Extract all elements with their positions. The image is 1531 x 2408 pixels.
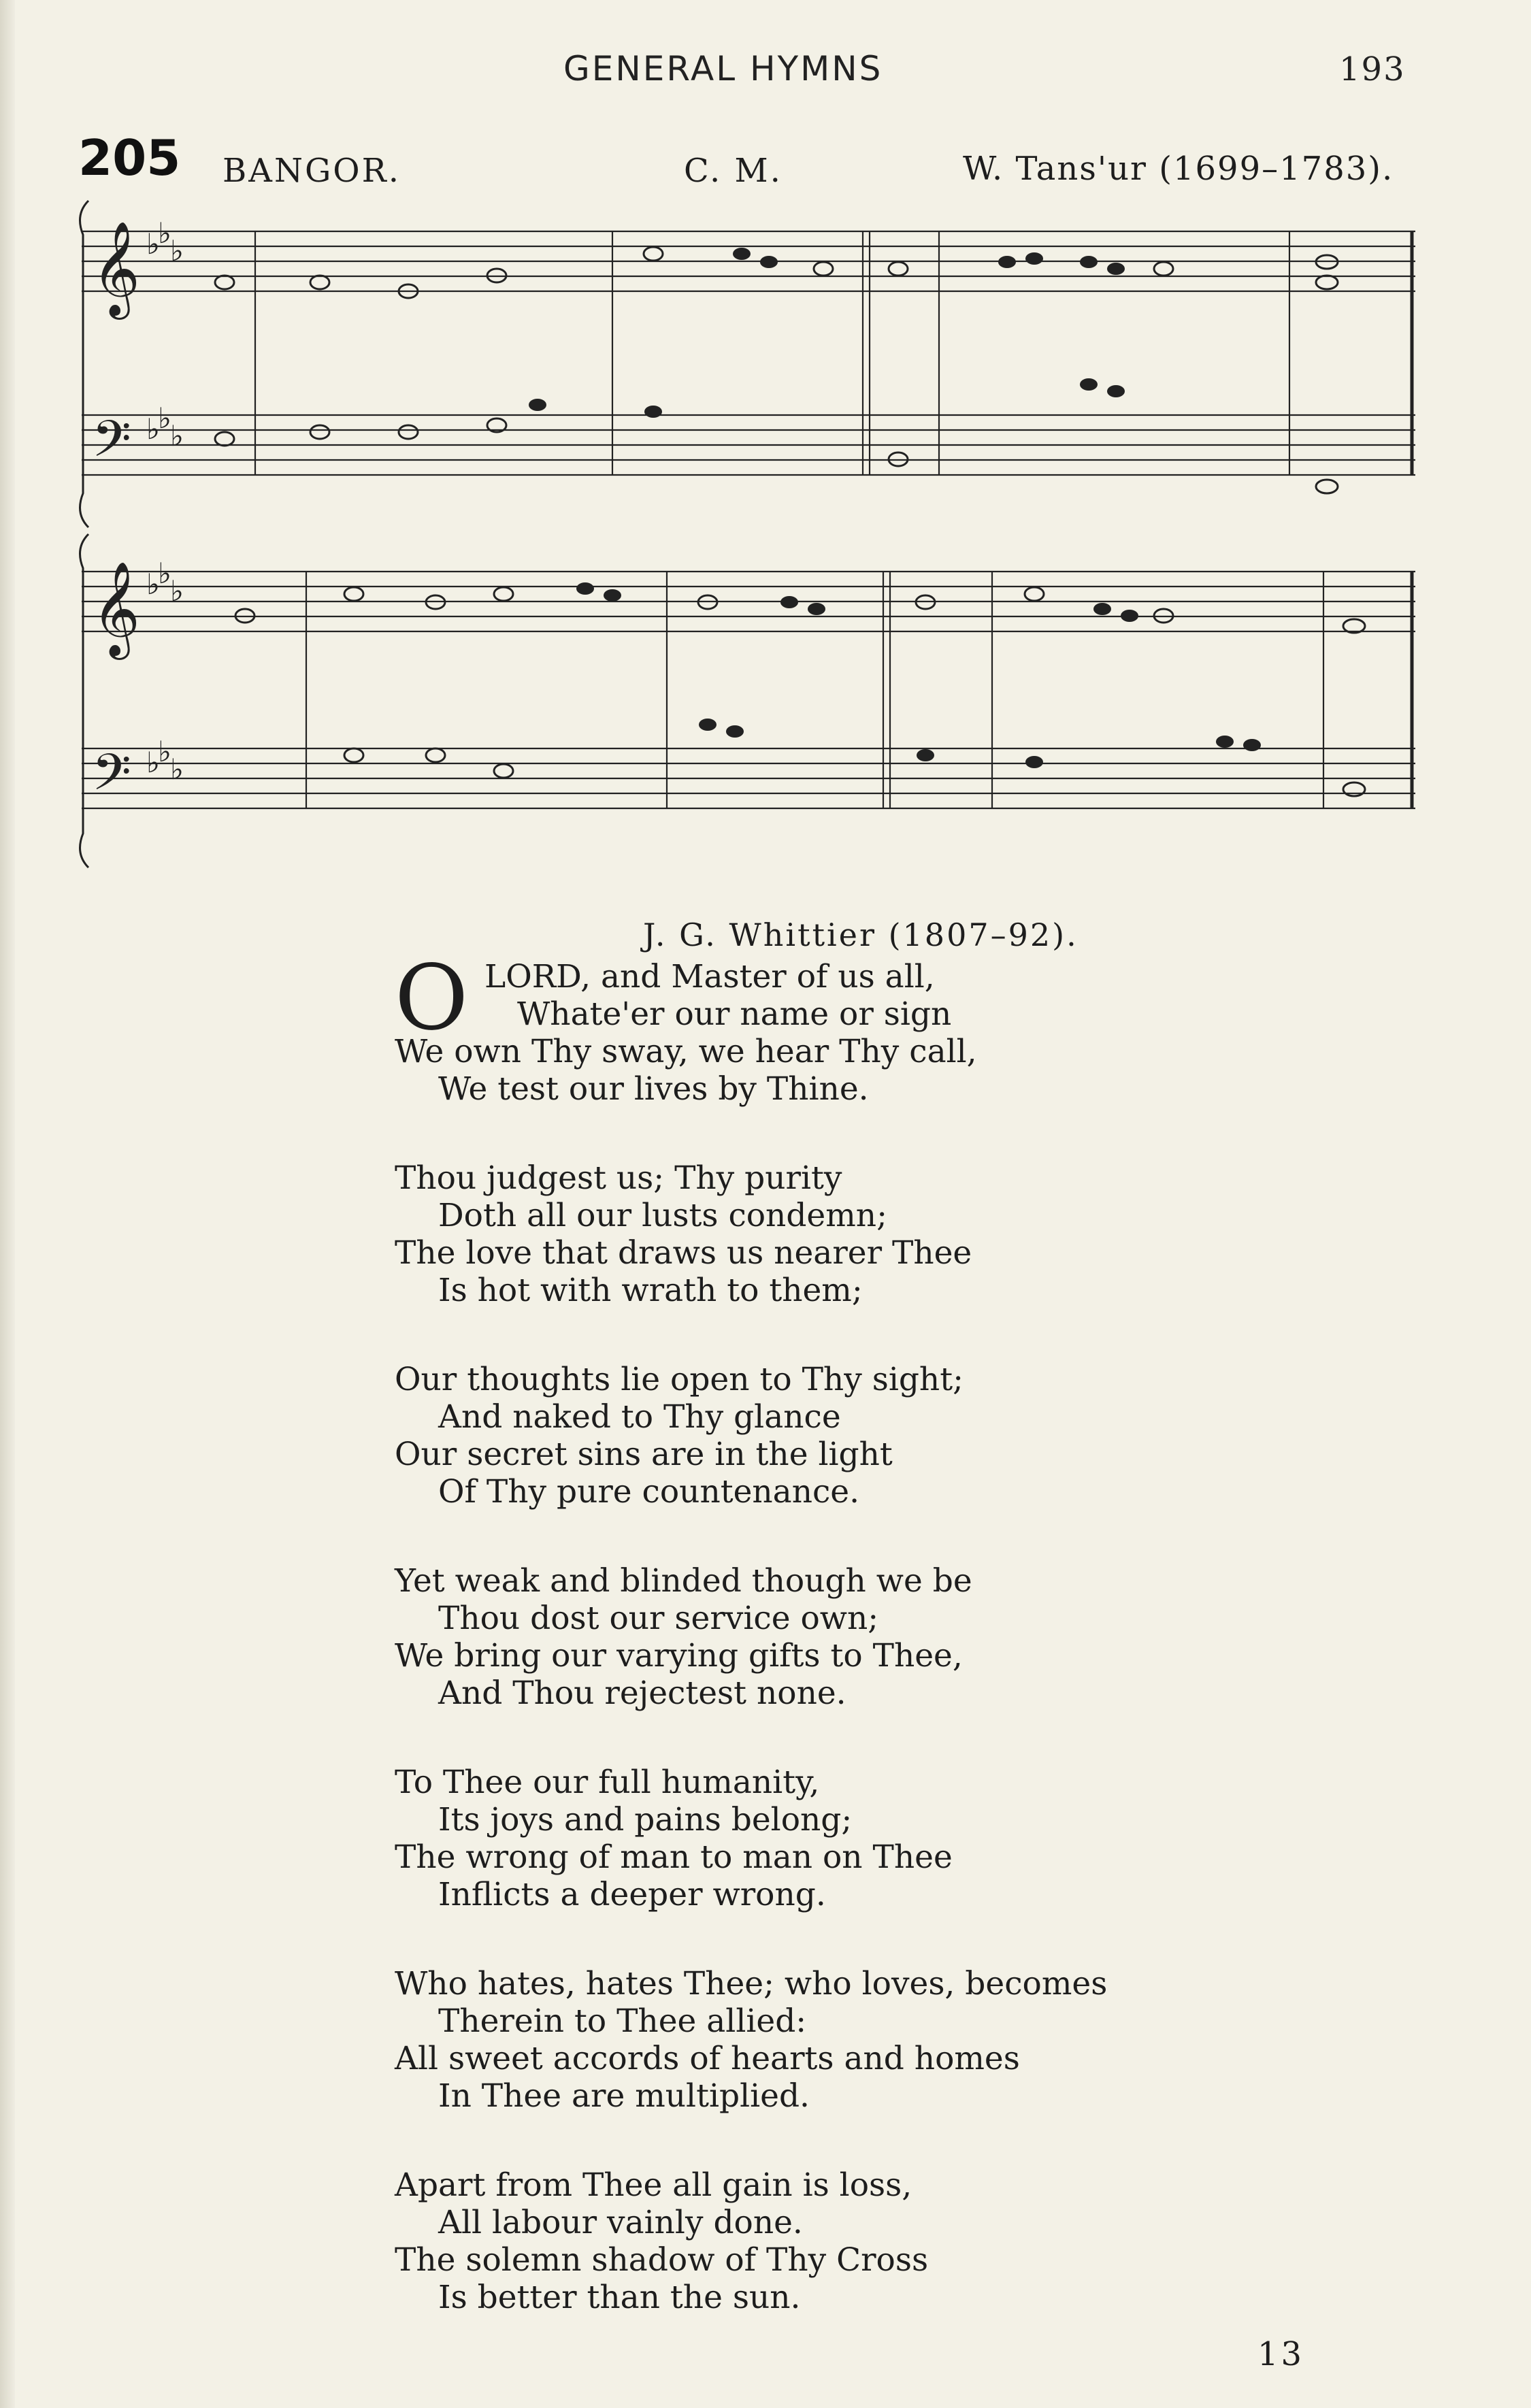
drop-cap: O [395,946,469,1051]
signature-mark: 13 [1257,2335,1305,2373]
stanza-line: Therein to Thee allied: [438,2002,807,2040]
stanza-line: The love that draws us nearer Thee [395,1234,972,1272]
svg-text:𝄞: 𝄞 [92,221,140,316]
stanza-2 [395,1159,1415,1309]
music-score-system-1 [68,194,1429,534]
svg-text:𝄢: 𝄢 [92,410,131,481]
svg-text:♭: ♭ [146,746,160,779]
stanza-line: We own Thy sway, we hear Thy call, [395,1033,977,1070]
page-edge [0,0,15,2408]
svg-text:♭: ♭ [170,234,184,267]
svg-text:♭: ♭ [146,567,160,601]
stanza-line: Is better than the sun. [438,2279,801,2316]
music-notation-graphic [68,521,1429,874]
svg-text:♭: ♭ [158,557,171,590]
stanza-line: To Thee our full humanity, [395,1764,820,1801]
stanza-line: Whate'er our name or sign [517,995,952,1033]
stanza-6 [395,1965,1415,2115]
stanza-line: And Thou rejectest none. [438,1675,846,1712]
stanza-line: We bring our varying gifts to Thee, [395,1637,963,1675]
stanza-line: And naked to Thy glance [438,1398,841,1436]
stanza-line: The solemn shadow of Thy Cross [395,2241,929,2279]
music-score-system-2 [68,521,1429,874]
svg-text:♭: ♭ [170,753,184,786]
stanza-line: The wrong of man to man on Thee [395,1838,953,1876]
stanza-line: Is hot with wrath to them; [438,1272,863,1309]
text-author: J. G. Whittier (1807–92). [643,917,1079,953]
stanza-line: Who hates, hates Thee; who loves, becomes [395,1965,1108,2002]
svg-text:♭: ♭ [170,574,184,608]
stanza-line: Apart from Thee all gain is loss, [395,2166,912,2204]
meter: C. M. [684,152,783,190]
svg-text:𝄢: 𝄢 [92,743,131,814]
stanza-5 [395,1764,1415,1913]
stanza-line: Our thoughts lie open to Thy sight; [395,1361,964,1398]
stanza-line: Our secret sins are in the light [395,1436,893,1473]
stanza-line: All labour vainly done. [438,2204,803,2241]
running-head: GENERAL HYMNS [563,49,883,88]
svg-text:♭: ♭ [146,227,160,261]
stanza-line: Its joys and pains belong; [438,1801,853,1838]
stanza-line: Thou dost our service own; [438,1600,879,1637]
hymn-text [395,946,1415,2368]
stanza-4 [395,1562,1415,1712]
hymn-number: 205 [78,129,181,186]
stanza-1 [395,946,1415,1108]
svg-text:♭: ♭ [146,412,160,446]
svg-text:♭: ♭ [170,419,184,452]
stanza-line: Thou judgest us; Thy purity [395,1159,842,1197]
stanza-line: Doth all our lusts condemn; [438,1197,887,1234]
svg-text:♭: ♭ [158,401,171,435]
tune-name: BANGOR. [223,152,401,190]
stanza-line: In Thee are multiplied. [438,2077,810,2115]
svg-text:♭: ♭ [158,216,171,250]
music-notation-graphic [68,194,1429,534]
stanza-line: Yet weak and blinded though we be [395,1562,972,1600]
stanza-7 [395,2166,1415,2316]
svg-text:♭: ♭ [158,735,171,768]
stanza-line: We test our lives by Thine. [438,1070,869,1108]
svg-text:𝄞: 𝄞 [92,561,140,656]
page-number: 193 [1339,50,1406,88]
stanza-3 [395,1361,1415,1511]
stanza-line: Of Thy pure countenance. [438,1473,860,1511]
stanza-line: LORD, and Master of us all, [484,958,935,995]
composer: W. Tans'ur (1699–1783). [963,150,1394,188]
stanza-line: All sweet accords of hearts and homes [395,2040,1020,2077]
stanza-line: Inflicts a deeper wrong. [438,1876,826,1913]
